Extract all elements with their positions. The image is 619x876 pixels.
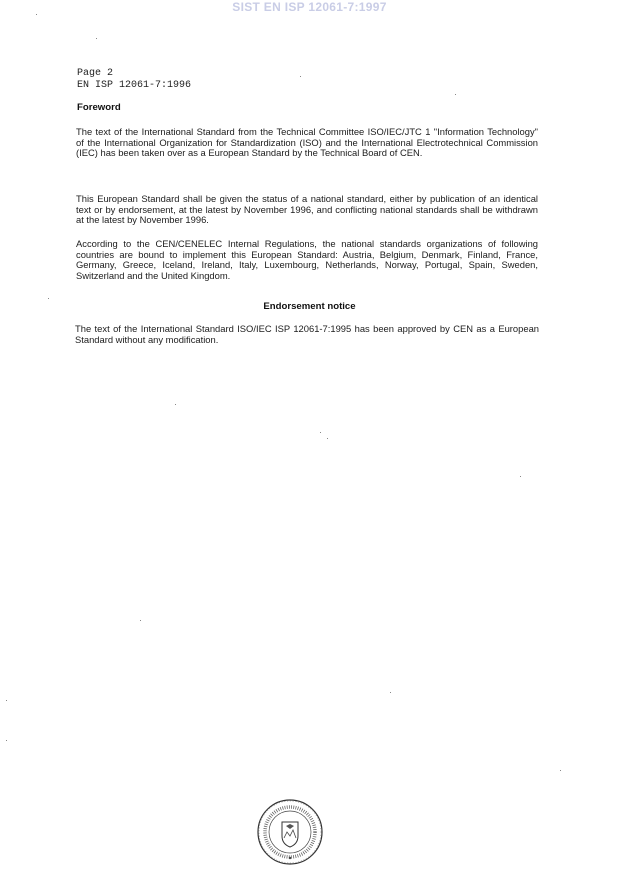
scan-speck [6,740,7,741]
scan-speck [48,298,49,299]
scan-speck [327,438,328,439]
scan-speck [520,476,521,477]
document-number: EN ISP 12061-7:1996 [77,80,192,91]
scan-speck [455,94,456,95]
foreword-paragraph-2: This European Standard shall be given the status of a national standard, either by publication of an identical text or by endorsement, at the latest by November 1996, and conflicting national standards shall be withdrawn at the latest by November 1996. [76,193,538,226]
scan-speck [140,620,141,621]
foreword-paragraph-3: According to the CEN/CENELEC Internal Regulations, the national standards organizations of following countries are bound to implement this European Standard: Austria, Belgium, Denmark, Finland, France, Germany, Greece, Iceland, Ireland, Italy, Luxembourg, Netherlands, Norway, Portugal, Spain, Sweden, Switzerland and the United Kingdom. [76,238,538,281]
scan-speck [96,38,97,39]
page-reference [77,68,191,92]
scan-speck [320,432,321,433]
foreword-heading: Foreword [77,102,121,113]
official-seal-stamp [256,798,324,866]
scan-speck [390,692,391,693]
scan-speck [36,14,37,15]
endorsement-heading: Endorsement notice [263,301,356,312]
scan-speck [560,770,561,771]
scan-speck [300,76,301,77]
scan-speck [175,404,176,405]
watermark: SIST EN ISP 12061-7:1997 [232,0,387,14]
scan-speck [6,700,7,701]
foreword-paragraph-1: The text of the International Standard from the Technical Committee ISO/IEC/JTC 1 "Information Technology" of the International Organization for Standardization (ISO) and the International Electrotechnical Commission (IEC) has been taken over as a European Standard by the Technical Board of CEN. [76,126,538,159]
page-label: Page 2 [77,68,114,79]
endorsement-text: The text of the International Standard ISO/IEC ISP 12061-7:1995 has been approved by CEN as a European Standard without any modification. [75,323,539,345]
